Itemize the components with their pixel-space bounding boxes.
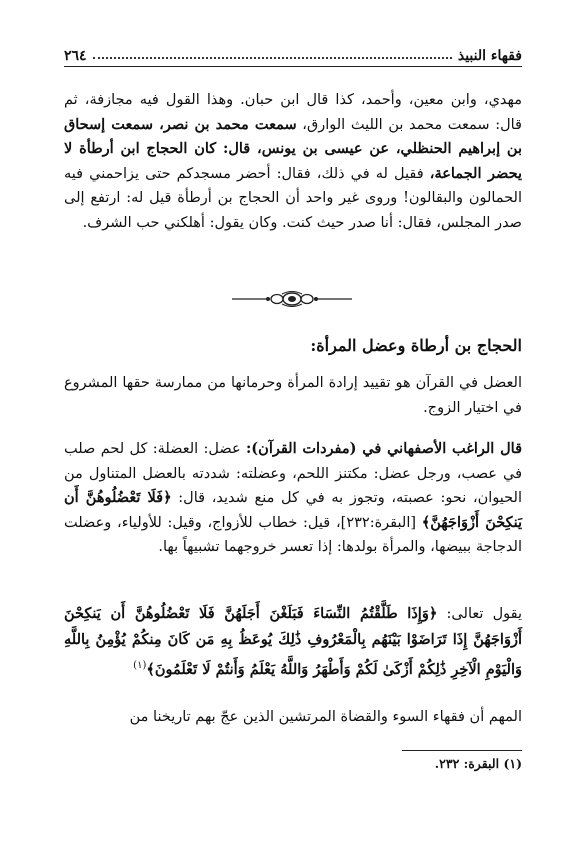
paragraph-text: يقول تعالى:	[437, 606, 523, 622]
page-number: ٢٦٤	[64, 48, 87, 64]
paragraph-definition: العضل في القرآن هو تقييد إرادة المرأة وحرمانها من ممارسة حقها المشروع في اختيار الزوج.	[64, 375, 522, 416]
header-title: فقهاء النبيذ	[457, 48, 522, 64]
paragraph-hajjaj-narration	[64, 88, 522, 236]
paragraph-quran-quote	[64, 601, 522, 683]
paragraph-text: فقيل له في ذلك، فقال: أحضر مسجدكم حتى يزاحمني فيه الحمالون والبقالون! وروى غير واحد أن الحجاج بن أرطأة قيل له: ارتفع إلى صدر المجلس، فقال: أنا صدر حيث كنت. وكان يقول: أهلكني حب الشرف.	[64, 165, 522, 231]
footnote: (١) البقرة: ٢٣٢.	[434, 756, 522, 771]
section-divider-ornament-icon	[230, 287, 354, 311]
paragraph-conclusion: المهم أن فقهاء السوء والقضاة المرتشين الذين عجّ بهم تاريخنا من	[129, 709, 522, 725]
quran-verse: ﴿فَلَا تَعْضُلُوهُنَّ أَن يَنكِحْنَ أَزْوَاجَهُنَّ﴾	[64, 489, 523, 531]
paragraph-text: [البقرة:٢٣٢]، قيل: خطاب للأزواج، وقيل: للأولياء، وعضلت الدجاجة ببيضها، والمرأة بولدها: إذا تعسر خروجهما تشبيهاً بها.	[64, 514, 522, 556]
isnad-bold-text: سمعت محمد بن نصر، سمعت إسحاق بن إبراهيم الحنظلي، عن عيسى بن يونس، قال: كان الحجاج ابن أرطأة لا يحضر الجماعة،	[64, 115, 522, 182]
footnote-rule	[402, 750, 522, 751]
running-header	[64, 40, 522, 64]
header-leader-dots	[93, 57, 452, 59]
footnote-reference: (١)	[133, 660, 147, 671]
header-rule	[64, 66, 522, 67]
paragraph-text: عضل: العضلة: كل لحم صلب في عصب، ورجل عضل: مكتنز اللحم، وعضلته: شددته بالعضل المتناول من الحيوان، نحو: عصبته، وتجوز به في كل منع شديد، قال:	[64, 441, 522, 507]
paragraph-raghib	[64, 437, 522, 560]
quran-verse: ﴿وَإِذَا طَلَّقْتُمُ النِّسَاءَ فَبَلَغْنَ أَجَلَهُنَّ فَلَا تَعْضُلُوهُنَّ أَن يَنكِحْنَ أَزْوَاجَهُنَّ إِذَا تَرَاضَوْا بَيْنَهُم بِالْمَعْرُوفِ ذَٰلِكَ يُوعَظُ بِهِ مَن كَانَ مِنكُمْ يُؤْمِنُ بِاللَّهِ وَالْيَوْمِ الْآخِرِ ذَٰلِكُمْ أَزْكَىٰ لَكُمْ وَأَطْهَرُ وَاللَّهُ يَعْلَمُ وَأَنتُمْ لَا تَعْلَمُونَ﴾	[64, 605, 522, 678]
citation-bold-text: قال الراغب الأصفهاني في (مفردات القرآن):	[245, 440, 522, 457]
paragraph-text: مهدي، وابن معين، وأحمد، كذا قال ابن حبان. وهذا القول فيه مجازفة، ثم قال: سمعت محمد بن الليث الوارق،	[64, 92, 522, 133]
section-heading: الحجاج بن أرطاة وعضل المرأة:	[310, 336, 522, 355]
